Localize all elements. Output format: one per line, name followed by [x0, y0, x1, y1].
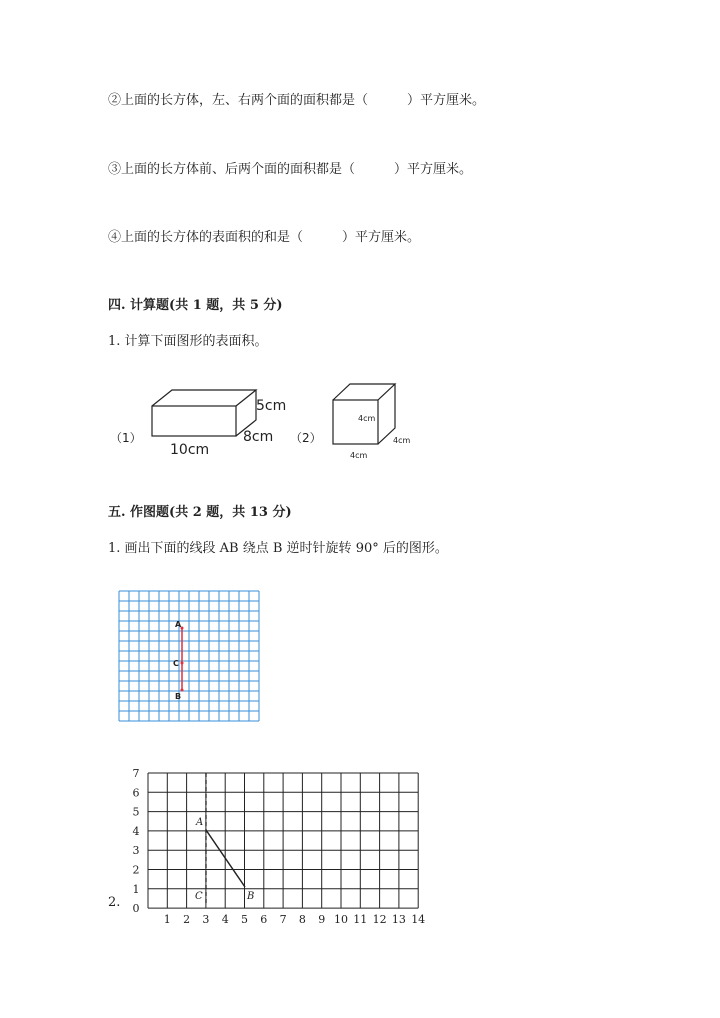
grid1-point-c: C: [173, 659, 179, 668]
label-figure-2: （2）: [290, 431, 322, 445]
x-tick-label: 4: [221, 913, 229, 927]
x-tick-label: 14: [411, 913, 426, 927]
cuboid-depth-label: 8cm: [243, 429, 274, 445]
cuboid-height-label: 5cm: [256, 398, 287, 414]
y-tick-label: 2: [132, 863, 140, 877]
x-tick-label: 13: [391, 913, 406, 927]
question-4: ④上面的长方体的表面积的和是（ ）平方厘米。: [108, 230, 421, 245]
cube-face-label: 4cm: [358, 414, 376, 423]
y-tick-label: 0: [132, 902, 140, 916]
x-tick-label: 5: [241, 913, 248, 927]
x-tick-label: 6: [260, 913, 268, 927]
y-tick-label: 7: [132, 767, 140, 780]
y-tick-label: 4: [132, 824, 140, 838]
section-5-heading: 五. 作图题(共 2 题，共 13 分): [108, 505, 292, 520]
question-2: ②上面的长方体，左、右两个面的面积都是（ ）平方厘米。: [108, 93, 486, 108]
x-tick-label: 10: [334, 913, 348, 927]
cube-side: [378, 384, 395, 444]
cuboid-front: [152, 406, 236, 436]
y-tick-label: 6: [132, 786, 140, 800]
grid1-point-a: A: [175, 620, 182, 629]
x-tick-label: 8: [298, 913, 306, 927]
grid-2-x-ticks: [164, 913, 425, 926]
cube-bottom-label: 4cm: [350, 451, 368, 460]
solids-figure: [110, 380, 430, 460]
section-4-heading: 四. 计算题(共 1 题，共 5 分): [108, 298, 283, 313]
grid-2-lines: [148, 773, 418, 908]
coordinate-grid-2: [130, 765, 430, 925]
x-tick-label: 7: [279, 913, 287, 927]
x-tick-label: 3: [202, 913, 210, 927]
grid2-point-a: A: [196, 817, 204, 828]
section-4-problem-1: 1. 计算下面图形的表面积。: [108, 334, 268, 349]
point-c-dot: [181, 662, 184, 665]
cube-depth-label: 4cm: [393, 436, 411, 445]
problem-2-number: 2.: [108, 895, 121, 910]
cuboid-length-label: 10cm: [170, 442, 210, 458]
cuboid-top: [152, 390, 256, 406]
y-tick-label: 1: [132, 882, 140, 896]
y-tick-label: 5: [132, 805, 140, 819]
x-tick-label: 12: [372, 913, 387, 927]
grid-1-lines: [119, 591, 259, 721]
x-tick-label: 9: [318, 913, 326, 927]
question-3: ③上面的长方体前、后两个面的面积都是（ ）平方厘米。: [108, 162, 473, 177]
grid1-point-b: B: [175, 692, 182, 701]
x-tick-label: 1: [163, 913, 171, 927]
x-tick-label: 11: [353, 913, 368, 927]
y-tick-label: 3: [132, 844, 140, 858]
grid-2-y-ticks: [133, 767, 140, 915]
label-figure-1: （1）: [110, 431, 142, 445]
cube-top: [333, 384, 395, 400]
grid2-point-b: B: [247, 891, 255, 902]
grid2-point-c: C: [195, 891, 203, 902]
x-tick-label: 2: [183, 913, 191, 927]
section-5-problem-1: 1. 画出下面的线段 AB 绕点 B 逆时针旋转 90° 后的图形。: [108, 541, 448, 556]
rotation-grid-1: [118, 590, 260, 722]
